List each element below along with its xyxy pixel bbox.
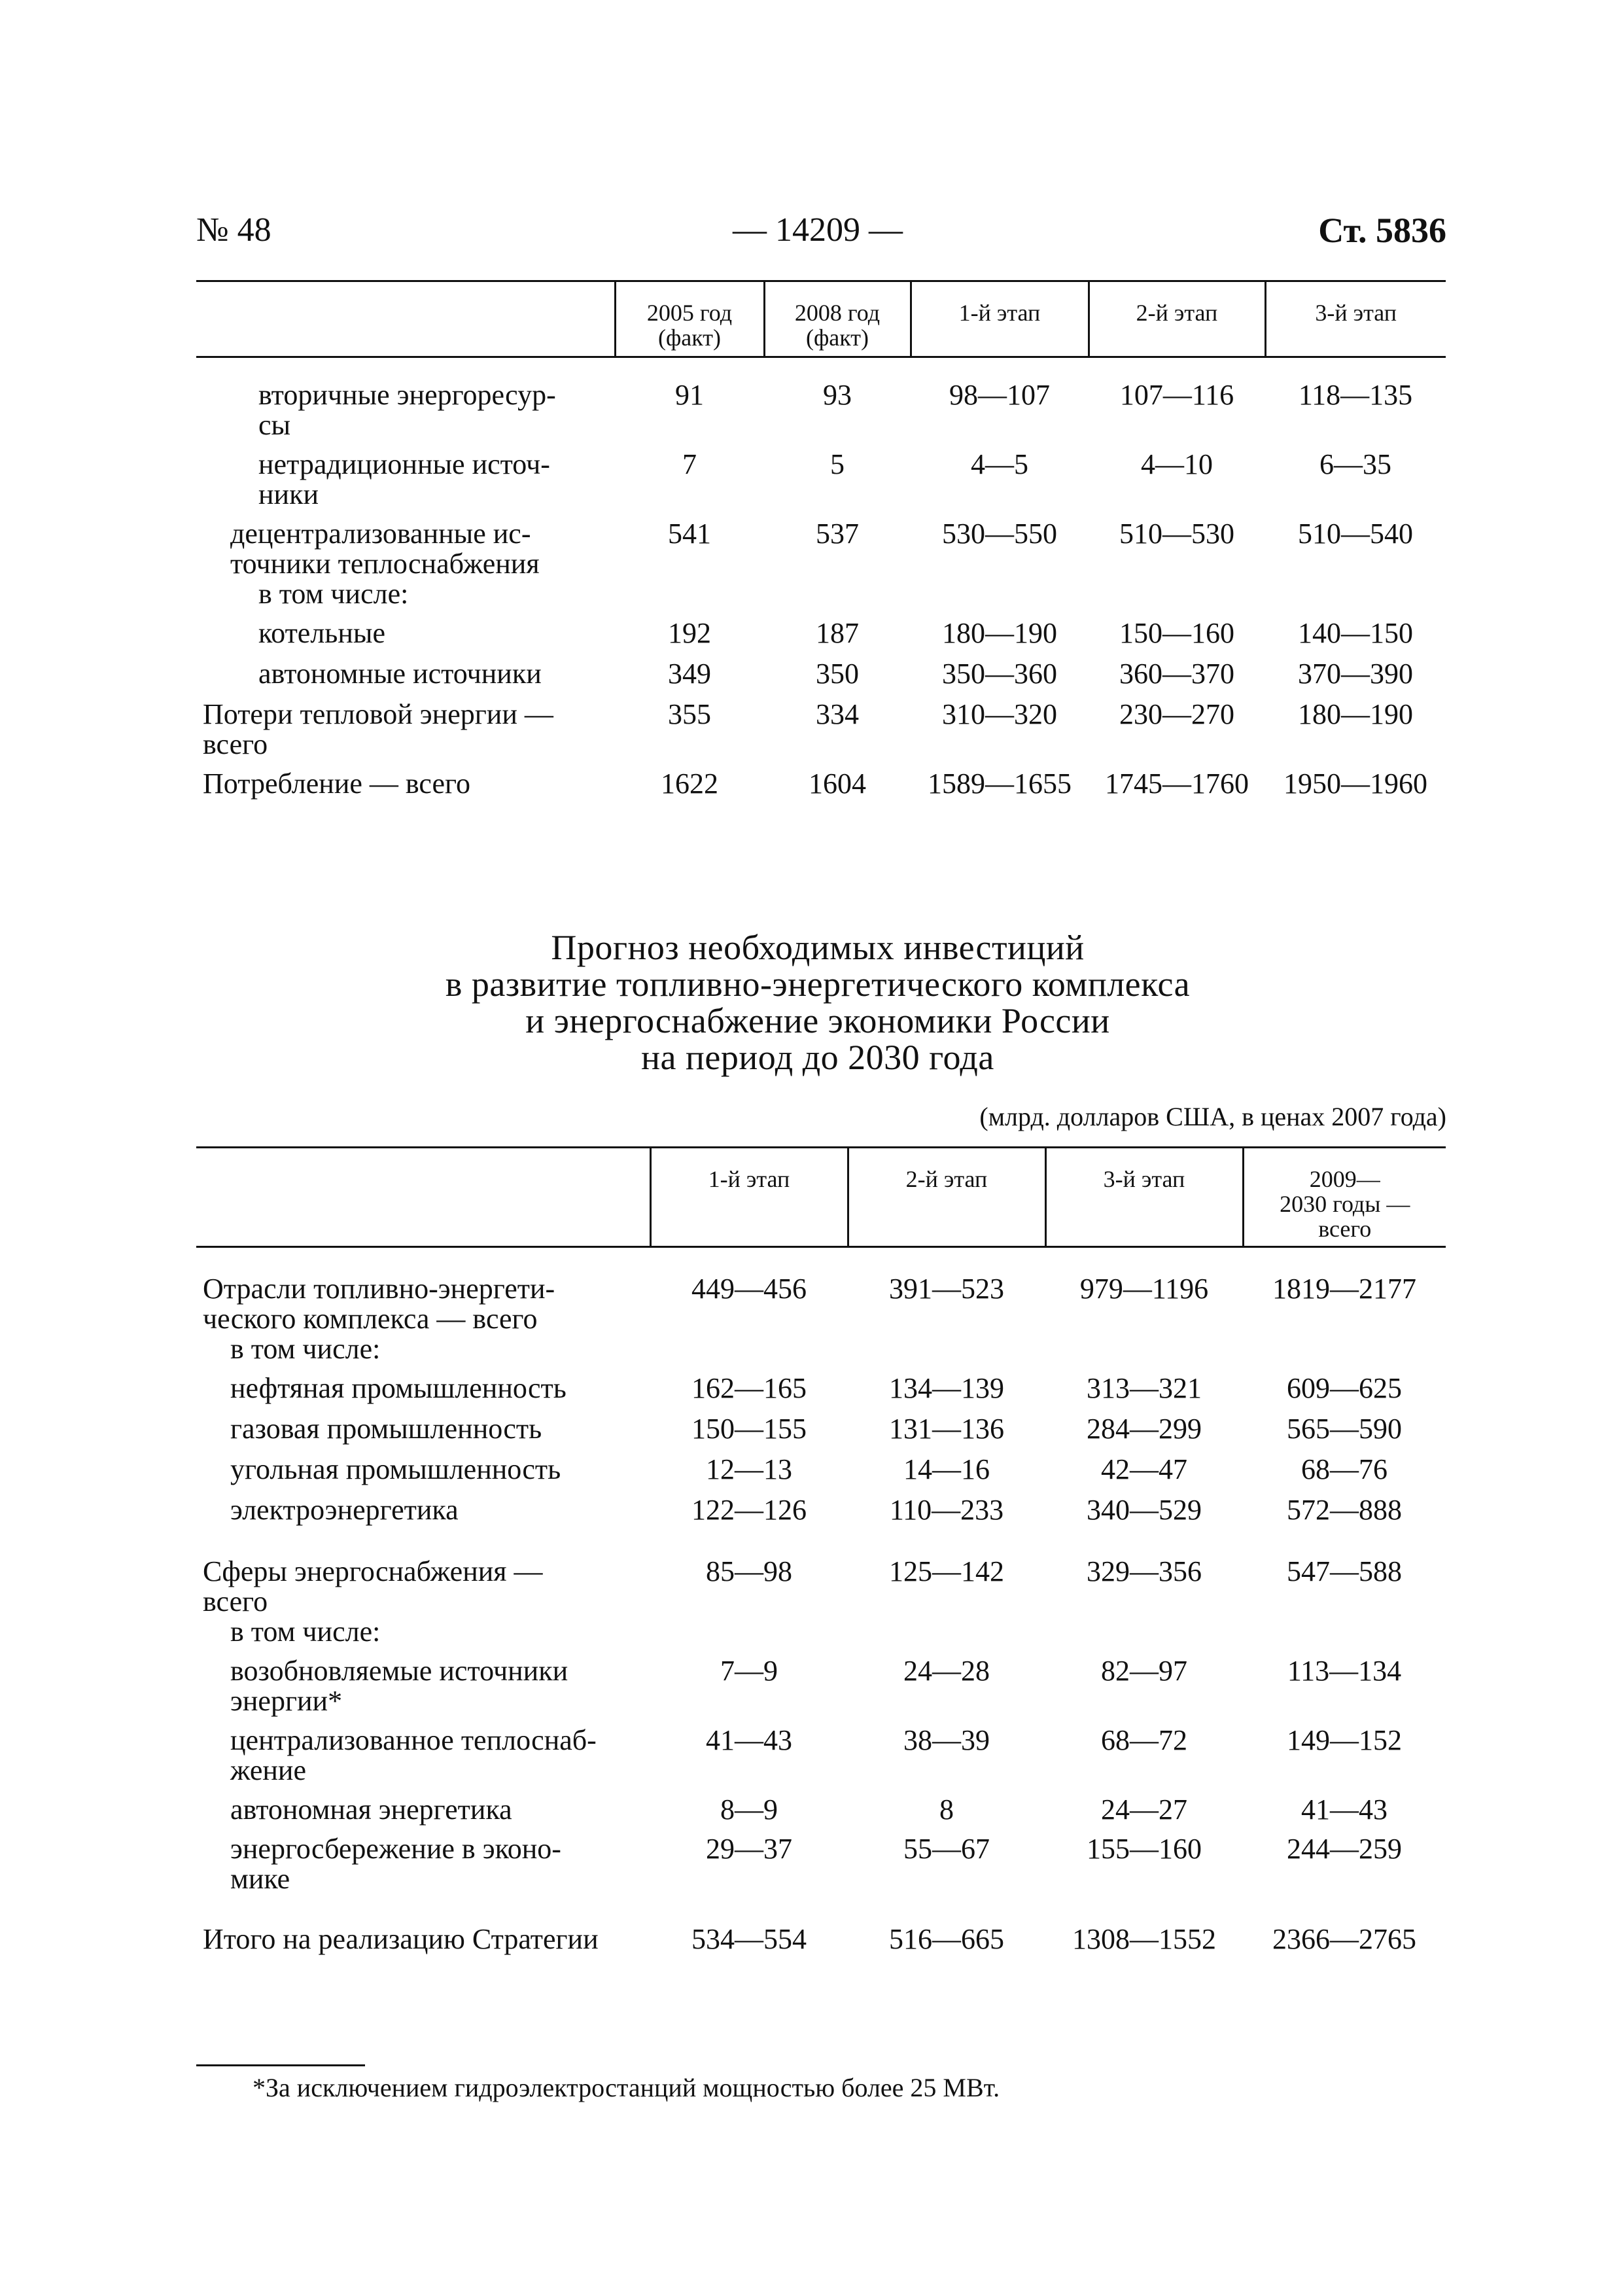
table-cell-value: 1622 — [661, 768, 718, 800]
table-row: Сферы энергоснабжения — всего 85—98 125—142 329—356 547—588 — [196, 1557, 1446, 1617]
table-cell-value: 516—665 — [889, 1923, 1004, 1955]
table-cell-value: 85—98 — [706, 1555, 792, 1587]
table-cell-value: 609—625 — [1287, 1372, 1402, 1404]
table-header-cell — [196, 281, 615, 357]
table-row — [196, 1924, 1446, 1964]
table-cell-value: 1745—1760 — [1105, 768, 1249, 800]
table-cell-value: 91 — [675, 379, 704, 411]
table-cell-value: 534—554 — [691, 1923, 807, 1955]
table-cell-value: 149—152 — [1287, 1724, 1402, 1756]
table-cell-value: 131—136 — [889, 1413, 1004, 1445]
table-cell-label: угольная промышленность — [230, 1453, 561, 1485]
table-cell-value: 180—190 — [1298, 698, 1413, 730]
table-cell-value: 537 — [816, 518, 859, 550]
table-cell-value: 244—259 — [1287, 1833, 1402, 1865]
table-cell-value: 4—10 — [1141, 448, 1213, 480]
table-cell-value: 541 — [668, 518, 711, 550]
table-cell-label: в том числе: — [230, 1616, 381, 1648]
table-cell-value: 391—523 — [889, 1273, 1004, 1305]
table-header-row — [196, 281, 1446, 357]
table-cell-value: 370—390 — [1298, 658, 1413, 690]
table-header-cell: 2-й этап — [1089, 281, 1265, 357]
units-note: (млрд. долларов США, в ценах 2007 года) — [979, 1102, 1446, 1131]
table-row — [196, 1373, 1446, 1414]
table-cell-value: 162—165 — [691, 1372, 807, 1404]
table-cell-value: 24—28 — [903, 1655, 990, 1687]
table-cell-label: газовая промышленность — [230, 1413, 542, 1445]
table-cell-value: 150—155 — [691, 1413, 807, 1445]
page-number: — 14209 — — [733, 211, 903, 249]
table-cell-value: 1819—2177 — [1272, 1273, 1416, 1305]
table-row — [196, 1414, 1446, 1455]
table-row: энергосбережение в эконо- мике 29—37 55—67 155—160 244—259 — [196, 1834, 1446, 1924]
table-cell-value: 530—550 — [942, 518, 1057, 550]
issue-number: № 48 — [196, 211, 271, 249]
table-cell-value: 310—320 — [942, 698, 1057, 730]
table-cell-label: котельные — [258, 617, 385, 649]
table-cell-value: 350 — [816, 658, 859, 690]
table-cell-value: 284—299 — [1087, 1413, 1202, 1445]
table-cell-value: 14—16 — [903, 1453, 990, 1485]
table-cell-label: в том числе: — [258, 578, 409, 610]
table-header-row — [196, 1148, 1446, 1247]
table-cell-value: 8—9 — [720, 1793, 778, 1826]
table-cell-value: 42—47 — [1101, 1453, 1187, 1485]
table-cell-value: 180—190 — [942, 617, 1057, 649]
footnote: *За исключением гидроэлектростанций мощностью более 25 МВт. — [253, 2073, 1000, 2102]
table-row: возобновляемые источники энергии* 7—9 24—28 82—97 113—134 — [196, 1656, 1446, 1725]
table-cell-value: 150—160 — [1119, 617, 1234, 649]
table-cell-value: 12—13 — [706, 1453, 792, 1485]
table-cell-value: 29—37 — [706, 1833, 792, 1865]
table-row: децентрализованные ис- точники теплоснабжения 541 537 530—550 510—530 510—540 — [196, 519, 1446, 579]
table-cell-value: 41—43 — [1301, 1793, 1387, 1826]
footnote-divider — [196, 2064, 365, 2066]
table-header-cell — [196, 1148, 650, 1247]
table-row: нетрадиционные источ- ники 7 5 4—5 4—10 6—35 — [196, 450, 1446, 519]
table-header-cell: 2005 год (факт) — [615, 281, 764, 357]
table-row — [196, 1617, 1446, 1656]
table-cell-value: 187 — [816, 617, 859, 649]
table-cell-value: 7 — [682, 448, 697, 480]
table-cell-value: 8 — [939, 1793, 954, 1826]
table-row: вторичные энергоресур- сы 91 93 98—107 107—116 118—135 — [196, 380, 1446, 450]
table-cell-value: 107—116 — [1119, 379, 1234, 411]
table-cell-label: Потребление — всего — [203, 768, 470, 800]
table-cell-value: 93 — [823, 379, 852, 411]
table-cell-value: 1308—1552 — [1072, 1923, 1216, 1955]
table-row: Отрасли топливно-энергети- ческого комплекса — всего 449—456 391—523 979—1196 1819—2177 — [196, 1274, 1446, 1334]
table-header-cell: 2009— 2030 годы — всего — [1243, 1148, 1446, 1247]
investment-forecast-table — [196, 1146, 1446, 1964]
table-cell-value: 24—27 — [1101, 1793, 1187, 1826]
table-row: централизованное теплоснаб- жение 41—43 38—39 68—72 149—152 — [196, 1725, 1446, 1795]
table-cell-value: 125—142 — [889, 1555, 1004, 1587]
table-cell-label: в том числе: — [230, 1333, 381, 1365]
table-cell-value: 155—160 — [1087, 1833, 1202, 1865]
table-cell-value: 68—76 — [1301, 1453, 1387, 1485]
table-cell-value: 6—35 — [1319, 448, 1391, 480]
table-row — [196, 659, 1446, 699]
table-row: Потери тепловой энергии — всего 355 334 310—320 230—270 180—190 — [196, 699, 1446, 769]
table-cell-value: 547—588 — [1287, 1555, 1402, 1587]
table-cell-value: 355 — [668, 698, 711, 730]
table-cell-value: 572—888 — [1287, 1494, 1402, 1526]
table-row — [196, 1495, 1446, 1557]
table-cell-value: 510—530 — [1119, 518, 1234, 550]
table-row — [196, 618, 1446, 659]
table-cell-value: 113—134 — [1287, 1655, 1402, 1687]
table-cell-value: 349 — [668, 658, 711, 690]
table-cell-value: 55—67 — [903, 1833, 990, 1865]
table-row — [196, 1795, 1446, 1834]
table-header-cell: 1-й этап — [650, 1148, 848, 1247]
table-cell-label: автономная энергетика — [230, 1793, 512, 1826]
table-header-cell: 3-й этап — [1265, 281, 1446, 357]
table-cell-value: 360—370 — [1119, 658, 1234, 690]
table-cell-value: 192 — [668, 617, 711, 649]
table-row — [196, 1455, 1446, 1495]
table-cell-label: Итого на реализацию Стратегии — [203, 1923, 599, 1955]
table-cell-value: 7—9 — [720, 1655, 778, 1687]
table-cell-value: 98—107 — [949, 379, 1050, 411]
table-cell-value: 230—270 — [1119, 698, 1234, 730]
table-cell-value: 1604 — [809, 768, 866, 800]
table-cell-value: 1950—1960 — [1283, 768, 1427, 800]
table-cell-value: 4—5 — [971, 448, 1028, 480]
table-row — [196, 1334, 1446, 1373]
table-cell-value: 82—97 — [1101, 1655, 1187, 1687]
table-cell-value: 134—139 — [889, 1372, 1004, 1404]
table-cell-value: 313—321 — [1087, 1372, 1202, 1404]
table-cell-value: 449—456 — [691, 1273, 807, 1305]
table-cell-value: 979—1196 — [1079, 1273, 1209, 1305]
heat-balance-table — [196, 280, 1446, 808]
section-title: Прогноз необходимых инвестиций в развитие топливно-энергетического комплекса и энергоснабжение экономики России на период до 2030 года — [445, 928, 1191, 1077]
table-cell-value: 41—43 — [706, 1724, 792, 1756]
table-cell-value: 350—360 — [942, 658, 1057, 690]
table-header-cell: 3-й этап — [1045, 1148, 1243, 1247]
article-number: Ст. 5836 — [1318, 211, 1446, 250]
table-cell-value: 340—529 — [1087, 1494, 1202, 1526]
table-cell-value: 510—540 — [1298, 518, 1413, 550]
table-row — [196, 769, 1446, 808]
table-header-cell: 2008 год (факт) — [764, 281, 911, 357]
table-cell-value: 110—233 — [889, 1494, 1004, 1526]
table-header-cell: 1-й этап — [911, 281, 1089, 357]
table-cell-value: 334 — [816, 698, 859, 730]
table-cell-value: 329—356 — [1087, 1555, 1202, 1587]
table-header-cell: 2-й этап — [848, 1148, 1045, 1247]
table-cell-value: 565—590 — [1287, 1413, 1402, 1445]
table-cell-label: нефтяная промышленность — [230, 1372, 567, 1404]
table-cell-value: 68—72 — [1101, 1724, 1187, 1756]
table-cell-value: 38—39 — [903, 1724, 990, 1756]
table-cell-value: 140—150 — [1298, 617, 1413, 649]
table-cell-value: 122—126 — [691, 1494, 807, 1526]
table-row — [196, 579, 1446, 618]
table-cell-value: 2366—2765 — [1272, 1923, 1416, 1955]
table-cell-value: 1589—1655 — [928, 768, 1072, 800]
table-cell-value: 5 — [830, 448, 845, 480]
table-cell-value: 118—135 — [1298, 379, 1413, 411]
table-cell-label: автономные источники — [258, 658, 542, 690]
table-cell-label: электроэнергетика — [230, 1494, 459, 1526]
